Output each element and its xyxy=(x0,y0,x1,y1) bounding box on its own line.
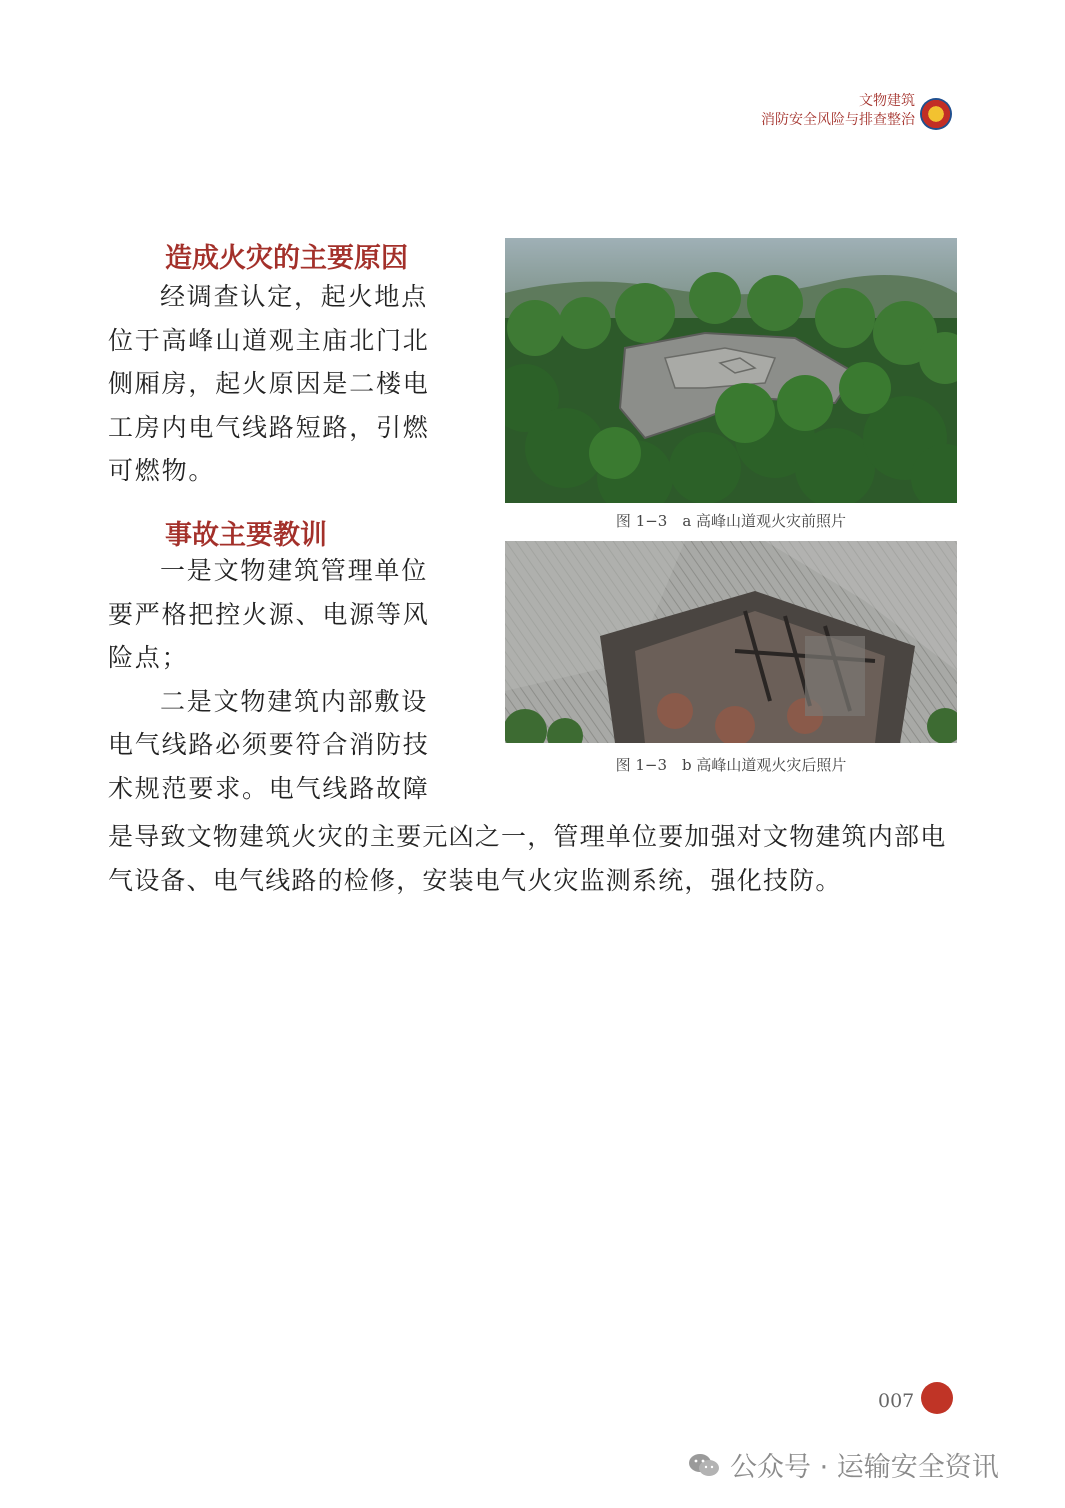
fire-emblem-icon xyxy=(920,98,952,130)
text-line: 位于高峰山道观主庙北门北 xyxy=(108,325,430,355)
lessons-paragraph xyxy=(108,549,440,810)
section-heading-causes: 造成火灾的主要原因 xyxy=(165,243,408,274)
watermark xyxy=(688,1445,999,1484)
text-line: 侧厢房，起火原因是二楼电 xyxy=(108,369,430,398)
text-line: 术规范要求。电气线路故障 xyxy=(108,773,430,803)
text-line: 可燃物。 xyxy=(108,456,216,485)
photo-before-fire xyxy=(505,238,957,503)
text-line: 工房内电气线路短路，引燃 xyxy=(108,412,430,442)
text-line: 二是文物建筑内部敷设 xyxy=(160,686,429,716)
text-line: 要严格把控火源、电源等风 xyxy=(108,599,430,629)
text-line: 气设备、电气线路的检修，安装电气火灾监测系统，强化技防。 xyxy=(108,865,842,895)
causes-paragraph xyxy=(108,275,440,493)
wechat-icon xyxy=(688,1452,720,1478)
lessons-paragraph-continued xyxy=(108,815,968,902)
text-line: 一是文物建筑管理单位 xyxy=(160,556,429,585)
header-line-2: 消防安全风险与排查整治 xyxy=(761,112,915,128)
text-line: 经调查认定，起火地点 xyxy=(160,282,429,311)
photo-after-fire xyxy=(505,541,957,743)
page-number: 007 xyxy=(878,1390,915,1412)
page-marker-dot xyxy=(921,1382,953,1414)
section-heading-lessons: 事故主要教训 xyxy=(165,520,327,551)
watermark-text: 公众号 · 运输安全资讯 xyxy=(730,1452,999,1483)
figure-caption-a: 图 1−3 a 高峰山道观火灾前照片 xyxy=(615,512,847,530)
figure-caption-b: 图 1−3 b 高峰山道观火灾后照片 xyxy=(615,756,847,774)
text-line: 电气线路必须要符合消防技 xyxy=(108,730,430,759)
text-line: 险点； xyxy=(108,643,189,672)
header-line-1: 文物建筑 xyxy=(859,93,915,109)
running-header xyxy=(761,92,915,130)
text-line: 是导致文物建筑火灾的主要元凶之一，管理单位要加强对文物建筑内部电 xyxy=(108,822,947,851)
